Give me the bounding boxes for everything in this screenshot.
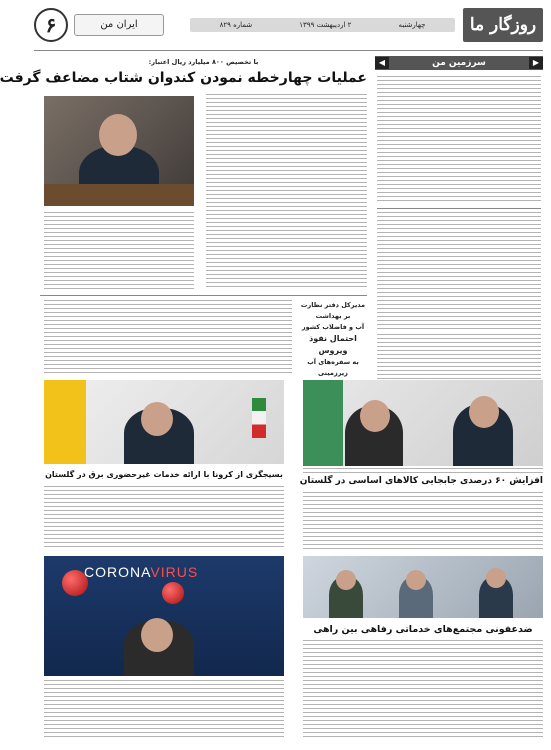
middle-headline-block (298, 300, 368, 376)
kala-body (303, 492, 543, 552)
issue-date: ۲ اردیبهشت ۱۳۹۹ (299, 21, 352, 29)
lead-headline: عملیات چهارخطه نمودن کندوان شتاب مضاعف گرفت (0, 70, 367, 86)
issue-day: چهارشنبه (398, 21, 426, 29)
sidebar-item-2 (377, 212, 541, 330)
speaker-1-face (469, 396, 499, 428)
caption-lines (303, 468, 543, 473)
company-logo-panel (44, 380, 86, 464)
middle-headline-line-1: مدیرکل دفتر نظارت بر بهداشت (300, 301, 366, 320)
disinfect-headline: ضدعفونی مجتمع‌های خدماتی رفاهی بین راهی (313, 624, 533, 635)
kala-headline: افزایش ۶۰ درصدی جابجایی کالاهای اساسی در گلستان (299, 476, 543, 486)
green-banner (303, 380, 343, 466)
middle-headline-line-3: احتمال نفوذ ویروس (309, 334, 357, 355)
official-face (99, 114, 137, 156)
gilan-body (44, 486, 284, 550)
sidebar-header (375, 56, 543, 70)
lead-body-col-2 (44, 212, 194, 290)
lead-kicker: با تخصیص ۸۰۰ میلیارد ریال اعتبار: (148, 58, 259, 66)
desk (44, 184, 194, 206)
corona-graphic (44, 556, 284, 676)
iran-flag-icon (252, 398, 266, 438)
page-number: ۶ (34, 8, 68, 42)
virus-icon (162, 582, 184, 604)
disinfect-photo (303, 556, 543, 618)
corona-word: CORONA (84, 564, 151, 580)
arrow-right-icon: ▶ (529, 57, 543, 69)
arrow-left-icon: ◀ (375, 57, 389, 69)
virus-word: VIRUS (150, 564, 199, 580)
sidebar-divider (377, 208, 541, 209)
lead-photo (44, 96, 194, 206)
corona-body (44, 680, 284, 740)
right-photo-interview (303, 380, 543, 466)
right-photo-caption-line (303, 468, 543, 473)
middle-headline-line-4: به سفره‌های آب زیرزمینی (307, 358, 359, 377)
lead-body-col-1 (206, 94, 367, 290)
speaker-2-face (360, 400, 390, 432)
newspaper-logo: روزگار ما (463, 8, 543, 42)
corona-label (84, 564, 198, 580)
manager-face (141, 618, 173, 652)
masthead (34, 6, 543, 48)
worker-face (406, 570, 426, 590)
gilan-headline: بسیجگری از کرونا با ارائه خدمات غیرحضوری برق در گلستان (45, 470, 283, 479)
sidebar-item-1 (377, 76, 541, 204)
sidebar-title: سرزمین من (432, 58, 486, 68)
middle-headline-line-2: آب و فاضلاب کشور (301, 323, 365, 331)
issue-number: شماره ۸۲۹ (219, 21, 253, 29)
disinfect-body (303, 640, 543, 740)
left-photo-electricity (44, 380, 284, 464)
section-name: ایران من (74, 14, 164, 36)
masthead-rule (34, 50, 543, 51)
worker-face (486, 568, 506, 588)
director-face (141, 402, 173, 436)
lead-bottom-rule (40, 295, 367, 296)
worker-face (336, 570, 356, 590)
short-news-block (44, 300, 292, 376)
date-bar (190, 18, 455, 32)
